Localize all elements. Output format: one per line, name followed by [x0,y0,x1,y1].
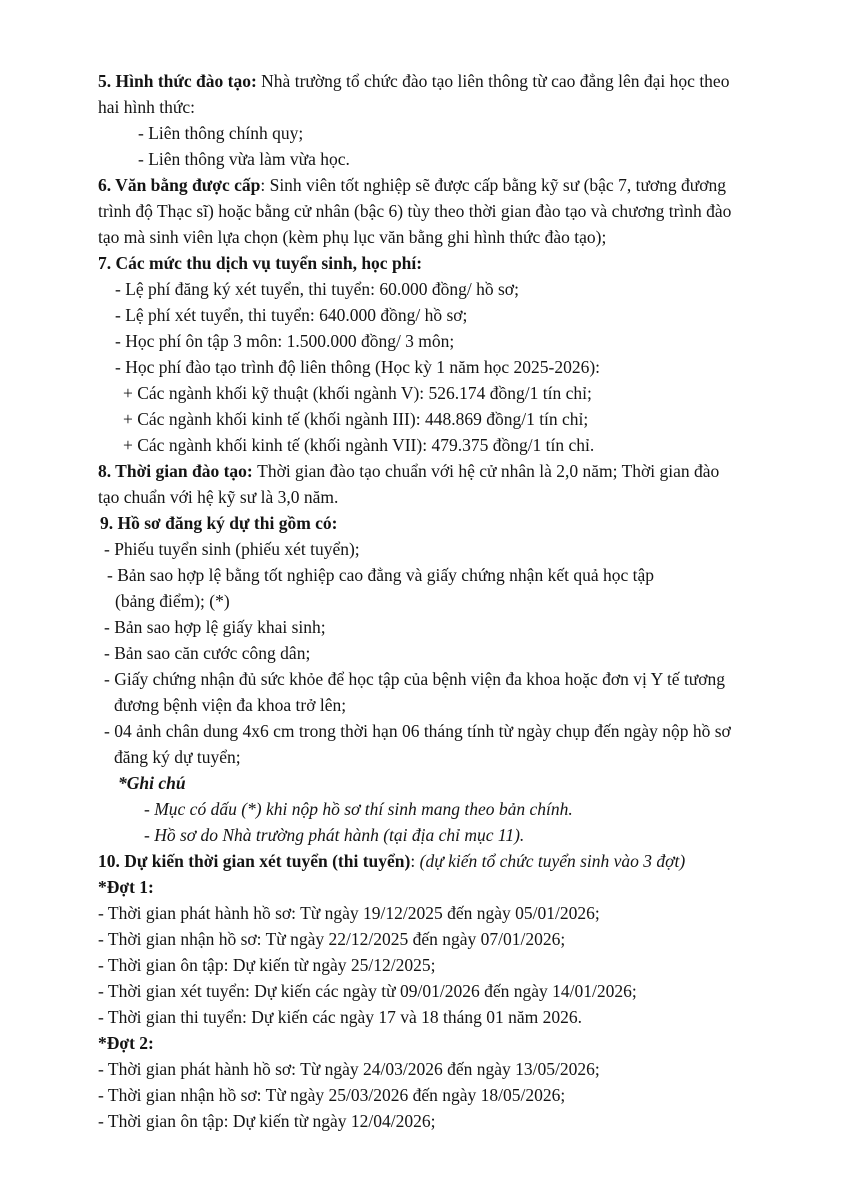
text-segment: 9. Hồ sơ đăng ký dự thi gồm có: [100,513,338,533]
text-segment: : Sinh viên tốt nghiệp sẽ được cấp bằng kỹ sư (bậc 7, tương đương [260,175,727,195]
text-segment: tạo mà sinh viên lựa chọn (kèm phụ lục văn bằng ghi hình thức đào tạo); [98,227,607,247]
text-segment: trình độ Thạc sĩ) hoặc bằng cử nhân (bậc 6) tùy theo thời gian đào tạo và chương trình đào [98,201,732,221]
text-segment: - Lệ phí đăng ký xét tuyển, thi tuyển: 60.000 đồng/ hồ sơ; [115,279,519,299]
text-segment: - Bản sao hợp lệ giấy khai sinh; [104,617,326,637]
text-segment: - Liên thông vừa làm vừa học. [138,149,350,169]
document-line [98,796,800,822]
text-segment: + Các ngành khối kỹ thuật (khối ngành V): 526.174 đồng/1 tín chỉ; [123,383,592,403]
document-line [98,146,800,172]
document-line [98,302,800,328]
document-line [98,562,800,588]
text-segment: - Thời gian ôn tập: Dự kiến từ ngày 25/12/2025; [98,955,436,975]
text-segment: - Liên thông chính quy; [138,123,304,143]
document-line [98,1108,800,1134]
text-segment: đương bệnh viện đa khoa trở lên; [114,695,347,715]
text-segment: - Hồ sơ do Nhà trường phát hành (tại địa chỉ mục 11). [144,825,525,845]
document-line [98,68,800,94]
text-segment: 6. Văn bằng được cấp [98,175,261,195]
text-segment: - Thời gian thi tuyển: Dự kiến các ngày 17 và 18 tháng 01 năm 2026. [98,1007,583,1027]
document-line [98,874,800,900]
document-line [98,172,800,198]
document-line [98,900,800,926]
document-line [98,432,800,458]
document-line [98,1082,800,1108]
text-segment: - Bản sao căn cước công dân; [104,643,311,663]
document-line [98,94,800,120]
document-line [98,250,800,276]
text-segment: 8. Thời gian đào tạo: [98,461,258,481]
document-line [98,328,800,354]
text-segment: (bảng điểm); (*) [115,591,230,611]
document-line [98,1004,800,1030]
text-segment: - Giấy chứng nhận đủ sức khỏe để học tập của bệnh viện đa khoa hoặc đơn vị Y tế tương [104,669,726,689]
text-segment: - 04 ảnh chân dung 4x6 cm trong thời hạn 06 tháng tính từ ngày chụp đến ngày nộp hồ sơ [104,721,731,741]
text-segment: + Các ngành khối kinh tế (khối ngành VII): 479.375 đồng/1 tín chỉ. [123,435,595,455]
text-segment: - Phiếu tuyển sinh (phiếu xét tuyển); [104,539,360,559]
text-segment: - Mục có dấu (*) khi nộp hồ sơ thí sinh mang theo bản chính. [144,799,573,819]
document-line [98,614,800,640]
document-line [98,640,800,666]
text-segment: 5. Hình thức đào tạo: [98,71,262,91]
document-line [98,458,800,484]
text-segment: *Đợt 1: [98,877,154,897]
text-segment: Nhà trường tổ chức đào tạo liên thông từ cao đẳng lên đại học theo [261,71,730,91]
text-segment: Thời gian đào tạo chuẩn với hệ cử nhân là 2,0 năm; Thời gian đào [257,461,720,481]
document-line [98,1056,800,1082]
document-line [98,978,800,1004]
document-line [98,198,800,224]
text-segment: - Thời gian nhận hồ sơ: Từ ngày 25/03/2026 đến ngày 18/05/2026; [98,1085,566,1105]
document-line [98,536,800,562]
text-segment: hai hình thức: [98,97,195,117]
document-line [98,380,800,406]
document-line [98,718,800,744]
text-segment: - Thời gian phát hành hồ sơ: Từ ngày 19/12/2025 đến ngày 05/01/2026; [98,903,600,923]
document-line [98,588,800,614]
document-line [98,666,800,692]
document-line [98,692,800,718]
document-line [98,926,800,952]
document-line [98,406,800,432]
text-segment: - Bản sao hợp lệ bằng tốt nghiệp cao đẳng và giấy chứng nhận kết quả học tập [107,565,654,585]
text-segment: + Các ngành khối kinh tế (khối ngành III): 448.869 đồng/1 tín chỉ; [123,409,589,429]
text-segment: 10. Dự kiến thời gian xét tuyển (thi tuyển) [98,851,411,871]
text-segment: - Thời gian ôn tập: Dự kiến từ ngày 12/04/2026; [98,1111,436,1131]
document-line [98,822,800,848]
document-line [98,770,800,796]
document-line [98,744,800,770]
document-line [98,952,800,978]
text-segment: đăng ký dự tuyển; [114,747,241,767]
document-line [98,224,800,250]
text-segment: - Thời gian phát hành hồ sơ: Từ ngày 24/03/2026 đến ngày 13/05/2026; [98,1059,600,1079]
text-segment: - Học phí đào tạo trình độ liên thông (Học kỳ 1 năm học 2025-2026): [115,357,601,377]
document-line [98,354,800,380]
text-segment: : [410,851,420,871]
text-segment: *Đợt 2: [98,1033,154,1053]
text-segment: - Thời gian nhận hồ sơ: Từ ngày 22/12/2025 đến ngày 07/01/2026; [98,929,566,949]
text-segment: *Ghi chú [118,773,186,793]
document-line [98,848,800,874]
document-line [98,276,800,302]
document-line [98,510,800,536]
text-segment: tạo chuẩn với hệ kỹ sư là 3,0 năm. [98,487,339,507]
text-segment: - Thời gian xét tuyển: Dự kiến các ngày từ 09/01/2026 đến ngày 14/01/2026; [98,981,637,1001]
text-segment: (dự kiến tổ chức tuyển sinh vào 3 đợt) [419,851,686,871]
text-segment: - Lệ phí xét tuyển, thi tuyển: 640.000 đồng/ hồ sơ; [115,305,468,325]
document-line [98,1030,800,1056]
text-segment: - Học phí ôn tập 3 môn: 1.500.000 đồng/ 3 môn; [115,331,455,351]
document-line [98,484,800,510]
document-line [98,120,800,146]
text-segment: 7. Các mức thu dịch vụ tuyển sinh, học phí: [98,253,423,273]
document-body [98,68,800,1134]
